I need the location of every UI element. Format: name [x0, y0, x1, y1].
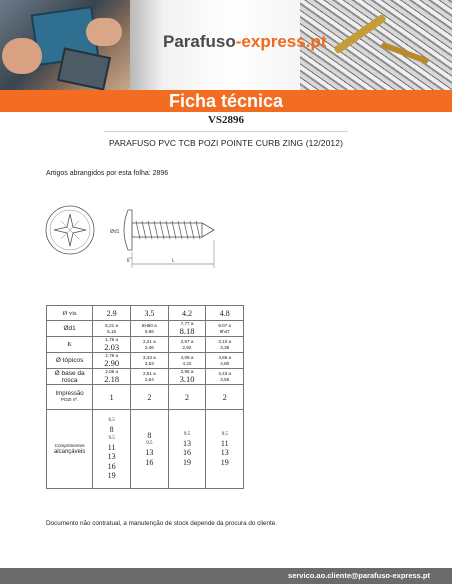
product-name: PARAFUSO PVC TCB POZI POINTE CURB ZING (12/2012) — [108, 138, 344, 148]
table-cell: 2,95 a 3.10 — [168, 369, 206, 385]
table-cell: 1,78 a 2.03 — [93, 337, 131, 353]
row-label: Ø base da rosca — [47, 369, 93, 385]
header-col: 4.2 — [168, 306, 206, 321]
length-list: 6.5 8 9.5 11 13 16 19 — [93, 410, 131, 489]
length-list: 9.5 13 16 19 — [168, 410, 206, 489]
header-col: 4.8 — [206, 306, 244, 321]
parts-box-2 — [57, 47, 111, 90]
table-cell: 2,21 a 2,46 — [131, 337, 169, 353]
table-cell: 2,51 a 2,64 — [131, 369, 169, 385]
divider — [104, 131, 348, 132]
screw-side-view — [124, 210, 214, 268]
screw-shape-2 — [380, 42, 429, 65]
table-cell: 9.07 a 9h47 — [206, 321, 244, 337]
table-row — [47, 337, 244, 353]
contact-email-link[interactable]: servico.ao.cliente@parafuso-express.pt — [288, 571, 430, 580]
table-cell: 2,67 a 2,92 — [168, 337, 206, 353]
header-label: Ø vis — [47, 306, 93, 321]
table-cell: 2 — [168, 385, 206, 410]
table-cell: 2,08 a 2.18 — [93, 369, 131, 385]
table-header-row — [47, 306, 244, 321]
table-row — [47, 353, 244, 369]
table-cell: 3,43 a 3,53 — [131, 353, 169, 369]
row-label: Ød1 — [47, 321, 93, 337]
pozi-head-top-view — [46, 206, 94, 254]
table-cell: 2,79 a 2.90 — [93, 353, 131, 369]
screw-shape — [333, 14, 387, 55]
header-banner — [0, 0, 452, 90]
table-row-impression — [47, 385, 244, 410]
footer-bar — [0, 568, 452, 584]
table-cell: 6H50 a 6,86 — [131, 321, 169, 337]
table-row — [47, 369, 244, 385]
hand-shape-2 — [86, 18, 122, 46]
table-cell: 3,43 a 3,58 — [206, 369, 244, 385]
specification-table — [46, 305, 244, 489]
logo — [163, 32, 326, 52]
page-title: Ficha técnica — [0, 90, 452, 112]
table-cell: 2 — [206, 385, 244, 410]
table-cell: 4,65 a 4,80 — [206, 353, 244, 369]
disclaimer-text: Documento não contratual, a manutenção de stock depende da procura do cliente. — [46, 520, 278, 527]
label-l: L — [172, 258, 175, 264]
product-reference: VS2896 — [207, 114, 245, 126]
length-list: 9.5 11 13 19 — [206, 410, 244, 489]
row-label: Impressão POZI nº. — [47, 385, 93, 410]
header-col: 3.5 — [131, 306, 169, 321]
table-row-lengths — [47, 410, 244, 489]
row-label: Comprimentos alcançáveis — [47, 410, 93, 489]
row-label: Ø tópicos — [47, 353, 93, 369]
screw-technical-drawing — [44, 196, 224, 276]
row-label: K — [47, 337, 93, 353]
hand-shape — [2, 38, 42, 74]
table-cell: 7,77 a 8.18 — [168, 321, 206, 337]
table-cell: 3,10 a 3,38 — [206, 337, 244, 353]
table-cell: 5,21 a 5,16 — [93, 321, 131, 337]
label-d1: Ød1 — [110, 229, 120, 235]
table-cell: 2 — [131, 385, 169, 410]
logo-part1: Parafuso — [163, 32, 236, 51]
header-photo-workshop — [0, 0, 130, 90]
length-list: 8 9.5 13 16 — [131, 410, 169, 489]
label-k: k — [127, 258, 130, 264]
header-col: 2.9 — [93, 306, 131, 321]
articles-text: Artigos abrangidos por esta folha: 2896 — [46, 170, 169, 177]
logo-part2: -express.pt — [235, 32, 327, 51]
table-cell: 1 — [93, 385, 131, 410]
table-row — [47, 321, 244, 337]
table-cell: 4,09 a 4.22 — [168, 353, 206, 369]
